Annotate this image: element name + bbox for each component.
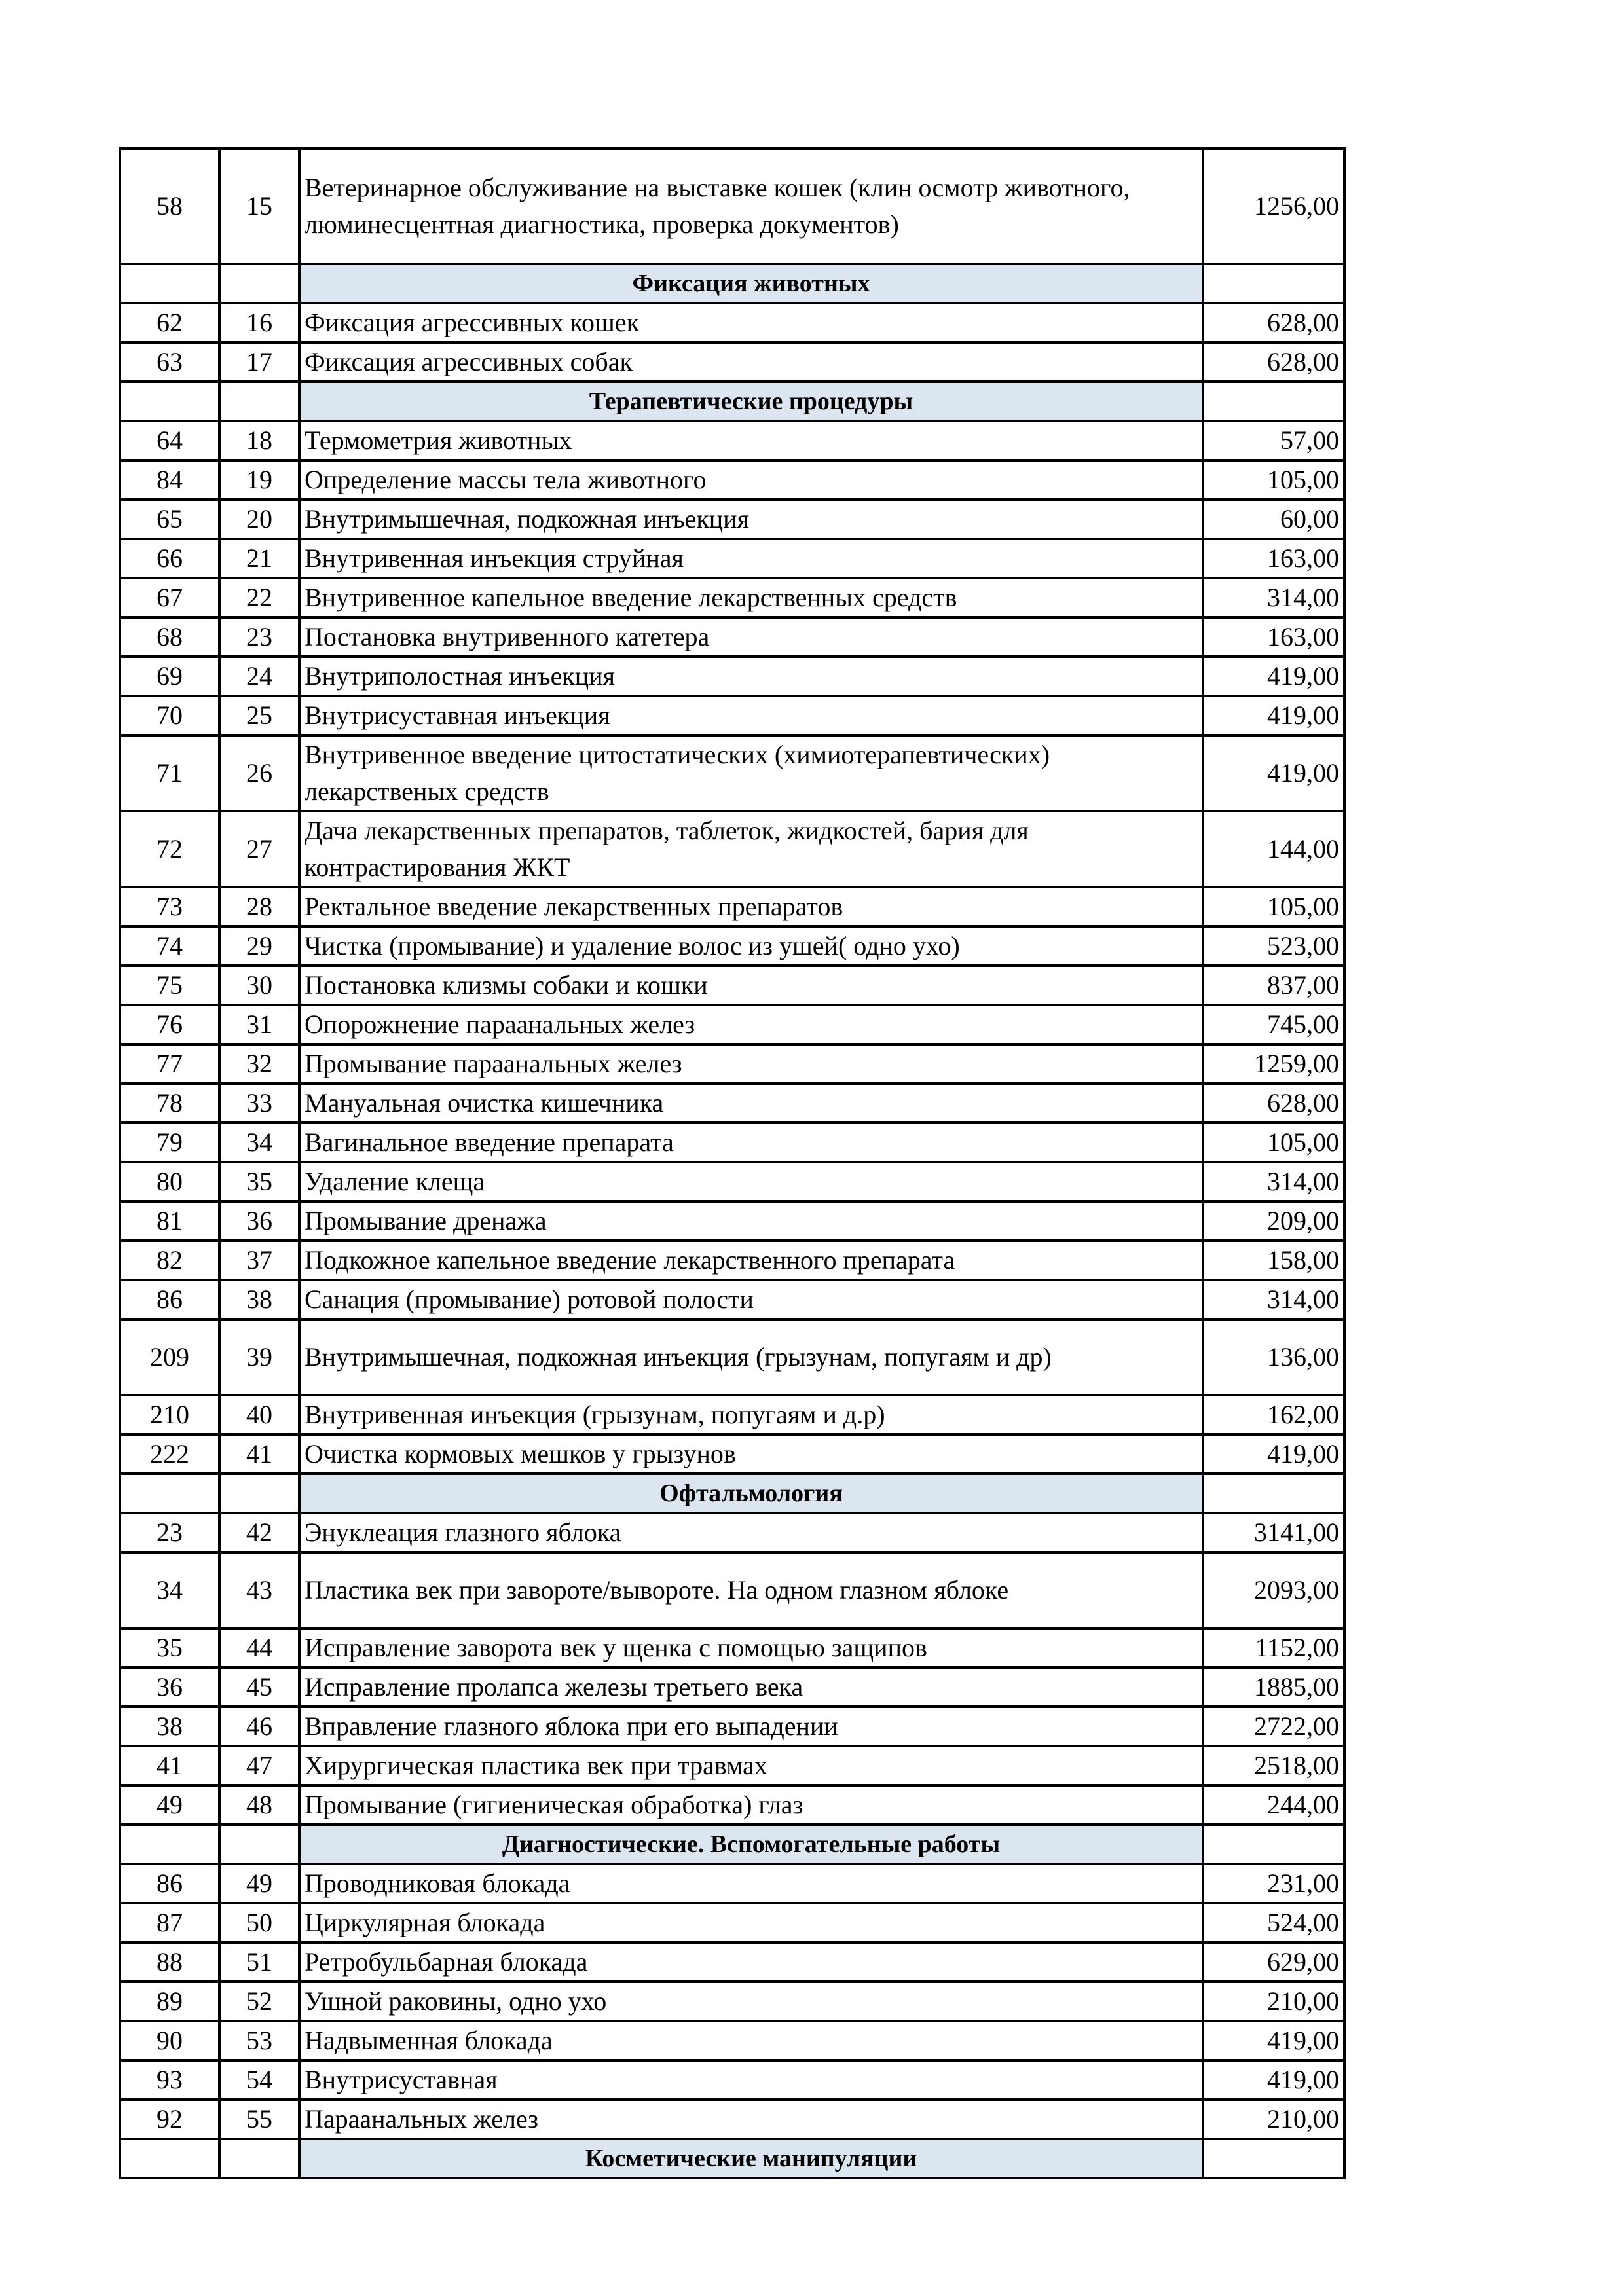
table-row xyxy=(120,421,1344,460)
service-description: Внутривенное введение цитостатических (химиотерапевтических) лекарственых средств xyxy=(299,735,1203,811)
table-row xyxy=(120,1942,1344,1982)
row-number: 37 xyxy=(219,1241,299,1280)
service-price: 314,00 xyxy=(1203,1162,1344,1201)
service-description: Удаление клеща xyxy=(299,1162,1203,1201)
number-cell xyxy=(219,1825,299,1864)
code-cell xyxy=(120,1474,219,1513)
service-code: 63 xyxy=(120,342,219,382)
row-number: 51 xyxy=(219,1942,299,1982)
row-number: 48 xyxy=(219,1785,299,1825)
service-code: 80 xyxy=(120,1162,219,1201)
service-description: Параанальных желез xyxy=(299,2100,1203,2139)
price-list-page xyxy=(119,147,1346,2179)
table-row xyxy=(120,735,1344,811)
service-code: 64 xyxy=(120,421,219,460)
service-code: 68 xyxy=(120,617,219,657)
service-price: 629,00 xyxy=(1203,1942,1344,1982)
service-code: 210 xyxy=(120,1395,219,1434)
service-description: Ветеринарное обслуживание на выставке кошек (клин осмотр животного, люминесцентная диагностика, проверка документов) xyxy=(299,149,1203,264)
service-price: 162,00 xyxy=(1203,1395,1344,1434)
code-cell xyxy=(120,264,219,303)
table-row xyxy=(120,1319,1344,1395)
service-price: 2722,00 xyxy=(1203,1707,1344,1746)
service-code: 74 xyxy=(120,926,219,966)
service-description: Пластика век при завороте/вывороте. На одном глазном яблоке xyxy=(299,1552,1203,1628)
service-price: 2518,00 xyxy=(1203,1746,1344,1785)
service-price: 837,00 xyxy=(1203,966,1344,1005)
service-price: 523,00 xyxy=(1203,926,1344,966)
row-number: 42 xyxy=(219,1513,299,1552)
service-price: 1152,00 xyxy=(1203,1628,1344,1667)
service-description: Исправление пролапса железы третьего века xyxy=(299,1667,1203,1707)
table-row xyxy=(120,342,1344,382)
table-row xyxy=(120,1628,1344,1667)
service-code: 75 xyxy=(120,966,219,1005)
table-row xyxy=(120,1044,1344,1084)
service-description: Промывание (гигиеническая обработка) глаз xyxy=(299,1785,1203,1825)
service-description: Промывание дренажа xyxy=(299,1201,1203,1241)
table-row xyxy=(120,617,1344,657)
row-number: 20 xyxy=(219,500,299,539)
service-description: Термометрия животных xyxy=(299,421,1203,460)
table-row xyxy=(120,696,1344,735)
table-row xyxy=(120,1201,1344,1241)
service-price: 144,00 xyxy=(1203,811,1344,887)
service-description: Внутрисуставная xyxy=(299,2060,1203,2100)
section-header-row xyxy=(120,1825,1344,1864)
service-price: 57,00 xyxy=(1203,421,1344,460)
service-code: 86 xyxy=(120,1280,219,1319)
section-header-row xyxy=(120,2139,1344,2178)
service-description: Определение массы тела животного xyxy=(299,460,1203,500)
service-price: 419,00 xyxy=(1203,657,1344,696)
table-row xyxy=(120,1864,1344,1903)
row-number: 24 xyxy=(219,657,299,696)
service-code: 35 xyxy=(120,1628,219,1667)
table-row xyxy=(120,811,1344,887)
row-number: 31 xyxy=(219,1005,299,1044)
price-cell xyxy=(1203,1825,1344,1864)
service-price: 419,00 xyxy=(1203,1434,1344,1474)
table-row xyxy=(120,1434,1344,1474)
table-row xyxy=(120,1005,1344,1044)
table-row xyxy=(120,1395,1344,1434)
code-cell xyxy=(120,2139,219,2178)
service-description: Фиксация агрессивных кошек xyxy=(299,303,1203,342)
service-description: Опорожнение параанальных желез xyxy=(299,1005,1203,1044)
service-code: 76 xyxy=(120,1005,219,1044)
table-row xyxy=(120,1241,1344,1280)
row-number: 19 xyxy=(219,460,299,500)
table-row xyxy=(120,1746,1344,1785)
row-number: 54 xyxy=(219,2060,299,2100)
table-row xyxy=(120,578,1344,617)
service-code: 34 xyxy=(120,1552,219,1628)
service-code: 71 xyxy=(120,735,219,811)
section-title: Косметические манипуляции xyxy=(299,2139,1203,2178)
number-cell xyxy=(219,1474,299,1513)
service-code: 90 xyxy=(120,2021,219,2060)
service-code: 84 xyxy=(120,460,219,500)
service-price: 314,00 xyxy=(1203,1280,1344,1319)
service-code: 78 xyxy=(120,1084,219,1123)
service-price: 163,00 xyxy=(1203,617,1344,657)
section-title: Терапевтические процедуры xyxy=(299,382,1203,421)
row-number: 49 xyxy=(219,1864,299,1903)
service-code: 36 xyxy=(120,1667,219,1707)
price-cell xyxy=(1203,264,1344,303)
service-price: 210,00 xyxy=(1203,1982,1344,2021)
table-row xyxy=(120,1903,1344,1942)
service-price: 158,00 xyxy=(1203,1241,1344,1280)
row-number: 28 xyxy=(219,887,299,926)
table-row xyxy=(120,1785,1344,1825)
service-code: 77 xyxy=(120,1044,219,1084)
row-number: 53 xyxy=(219,2021,299,2060)
code-cell xyxy=(120,1825,219,1864)
service-code: 38 xyxy=(120,1707,219,1746)
service-price: 1256,00 xyxy=(1203,149,1344,264)
service-price: 105,00 xyxy=(1203,460,1344,500)
service-code: 79 xyxy=(120,1123,219,1162)
price-cell xyxy=(1203,2139,1344,2178)
table-row xyxy=(120,1162,1344,1201)
service-price: 105,00 xyxy=(1203,887,1344,926)
service-price: 136,00 xyxy=(1203,1319,1344,1395)
table-row xyxy=(120,1513,1344,1552)
table-row xyxy=(120,1280,1344,1319)
service-code: 23 xyxy=(120,1513,219,1552)
number-cell xyxy=(219,2139,299,2178)
service-description: Ректальное введение лекарственных препаратов xyxy=(299,887,1203,926)
service-price: 210,00 xyxy=(1203,2100,1344,2139)
row-number: 43 xyxy=(219,1552,299,1628)
service-price: 244,00 xyxy=(1203,1785,1344,1825)
row-number: 25 xyxy=(219,696,299,735)
price-cell xyxy=(1203,382,1344,421)
table-row xyxy=(120,926,1344,966)
service-price: 419,00 xyxy=(1203,735,1344,811)
price-cell xyxy=(1203,1474,1344,1513)
service-price: 419,00 xyxy=(1203,696,1344,735)
service-code: 67 xyxy=(120,578,219,617)
section-title: Фиксация животных xyxy=(299,264,1203,303)
row-number: 45 xyxy=(219,1667,299,1707)
service-description: Внутрисуставная инъекция xyxy=(299,696,1203,735)
service-code: 73 xyxy=(120,887,219,926)
service-description: Вправление глазного яблока при его выпадении xyxy=(299,1707,1203,1746)
service-price: 419,00 xyxy=(1203,2060,1344,2100)
service-description: Постановка внутривенного катетера xyxy=(299,617,1203,657)
service-description: Санация (промывание) ротовой полости xyxy=(299,1280,1203,1319)
service-description: Внутримышечная, подкожная инъекция (грызунам, попугаям и др) xyxy=(299,1319,1203,1395)
row-number: 33 xyxy=(219,1084,299,1123)
service-description: Внутримышечная, подкожная инъекция xyxy=(299,500,1203,539)
service-price: 60,00 xyxy=(1203,500,1344,539)
table-row xyxy=(120,966,1344,1005)
table-row xyxy=(120,2100,1344,2139)
service-code: 92 xyxy=(120,2100,219,2139)
table-row xyxy=(120,1982,1344,2021)
row-number: 52 xyxy=(219,1982,299,2021)
service-code: 93 xyxy=(120,2060,219,2100)
service-code: 66 xyxy=(120,539,219,578)
service-price: 3141,00 xyxy=(1203,1513,1344,1552)
row-number: 55 xyxy=(219,2100,299,2139)
service-description: Постановка клизмы собаки и кошки xyxy=(299,966,1203,1005)
service-price: 105,00 xyxy=(1203,1123,1344,1162)
service-code: 69 xyxy=(120,657,219,696)
section-header-row xyxy=(120,264,1344,303)
service-description: Внутривенная инъекция струйная xyxy=(299,539,1203,578)
service-description: Подкожное капельное введение лекарственного препарата xyxy=(299,1241,1203,1280)
service-description: Вагинальное введение препарата xyxy=(299,1123,1203,1162)
price-table-body xyxy=(120,149,1344,2178)
service-description: Дача лекарственных препаратов, таблеток, жидкостей, бария для контрастирования ЖКТ xyxy=(299,811,1203,887)
code-cell xyxy=(120,382,219,421)
service-description: Исправление заворота век у щенка с помощью защипов xyxy=(299,1628,1203,1667)
row-number: 16 xyxy=(219,303,299,342)
row-number: 35 xyxy=(219,1162,299,1201)
row-number: 29 xyxy=(219,926,299,966)
table-row xyxy=(120,149,1344,264)
row-number: 38 xyxy=(219,1280,299,1319)
section-header-row xyxy=(120,382,1344,421)
row-number: 27 xyxy=(219,811,299,887)
number-cell xyxy=(219,382,299,421)
service-description: Мануальная очистка кишечника xyxy=(299,1084,1203,1123)
row-number: 18 xyxy=(219,421,299,460)
service-price: 524,00 xyxy=(1203,1903,1344,1942)
row-number: 26 xyxy=(219,735,299,811)
service-price: 231,00 xyxy=(1203,1864,1344,1903)
service-code: 49 xyxy=(120,1785,219,1825)
service-description: Ретробульбарная блокада xyxy=(299,1942,1203,1982)
service-description: Чистка (промывание) и удаление волос из ушей( одно ухо) xyxy=(299,926,1203,966)
service-description: Очистка кормовых мешков у грызунов xyxy=(299,1434,1203,1474)
row-number: 47 xyxy=(219,1746,299,1785)
row-number: 32 xyxy=(219,1044,299,1084)
service-price: 628,00 xyxy=(1203,1084,1344,1123)
service-price: 314,00 xyxy=(1203,578,1344,617)
service-code: 62 xyxy=(120,303,219,342)
section-header-row xyxy=(120,1474,1344,1513)
service-description: Проводниковая блокада xyxy=(299,1864,1203,1903)
row-number: 17 xyxy=(219,342,299,382)
service-price: 2093,00 xyxy=(1203,1552,1344,1628)
row-number: 41 xyxy=(219,1434,299,1474)
row-number: 23 xyxy=(219,617,299,657)
table-row xyxy=(120,2060,1344,2100)
service-code: 72 xyxy=(120,811,219,887)
service-code: 88 xyxy=(120,1942,219,1982)
number-cell xyxy=(219,264,299,303)
service-price: 1259,00 xyxy=(1203,1044,1344,1084)
service-code: 81 xyxy=(120,1201,219,1241)
table-row xyxy=(120,1667,1344,1707)
service-description: Циркулярная блокада xyxy=(299,1903,1203,1942)
table-row xyxy=(120,887,1344,926)
table-row xyxy=(120,303,1344,342)
row-number: 46 xyxy=(219,1707,299,1746)
service-code: 41 xyxy=(120,1746,219,1785)
row-number: 36 xyxy=(219,1201,299,1241)
table-row xyxy=(120,500,1344,539)
service-price: 628,00 xyxy=(1203,303,1344,342)
table-row xyxy=(120,1084,1344,1123)
row-number: 39 xyxy=(219,1319,299,1395)
row-number: 30 xyxy=(219,966,299,1005)
row-number: 21 xyxy=(219,539,299,578)
row-number: 40 xyxy=(219,1395,299,1434)
row-number: 22 xyxy=(219,578,299,617)
row-number: 50 xyxy=(219,1903,299,1942)
row-number: 44 xyxy=(219,1628,299,1667)
service-price: 745,00 xyxy=(1203,1005,1344,1044)
service-code: 209 xyxy=(120,1319,219,1395)
table-row xyxy=(120,1123,1344,1162)
service-code: 222 xyxy=(120,1434,219,1474)
service-description: Промывание параанальных желез xyxy=(299,1044,1203,1084)
service-description: Энуклеация глазного яблока xyxy=(299,1513,1203,1552)
table-row xyxy=(120,1552,1344,1628)
table-row xyxy=(120,1707,1344,1746)
service-description: Внутривенная инъекция (грызунам, попугаям и д.р) xyxy=(299,1395,1203,1434)
section-title: Офтальмология xyxy=(299,1474,1203,1513)
section-title: Диагностические. Вспомогательные работы xyxy=(299,1825,1203,1864)
service-description: Ушной раковины, одно ухо xyxy=(299,1982,1203,2021)
table-row xyxy=(120,460,1344,500)
row-number: 15 xyxy=(219,149,299,264)
service-price: 163,00 xyxy=(1203,539,1344,578)
service-code: 58 xyxy=(120,149,219,264)
row-number: 34 xyxy=(219,1123,299,1162)
service-code: 70 xyxy=(120,696,219,735)
service-description: Внутриполостная инъекция xyxy=(299,657,1203,696)
table-row xyxy=(120,657,1344,696)
table-row xyxy=(120,539,1344,578)
service-price: 209,00 xyxy=(1203,1201,1344,1241)
service-description: Фиксация агрессивных собак xyxy=(299,342,1203,382)
service-price: 628,00 xyxy=(1203,342,1344,382)
service-code: 82 xyxy=(120,1241,219,1280)
price-table xyxy=(119,147,1346,2179)
service-price: 419,00 xyxy=(1203,2021,1344,2060)
service-code: 65 xyxy=(120,500,219,539)
table-row xyxy=(120,2021,1344,2060)
service-code: 87 xyxy=(120,1903,219,1942)
service-code: 86 xyxy=(120,1864,219,1903)
service-description: Хирургическая пластика век при травмах xyxy=(299,1746,1203,1785)
service-code: 89 xyxy=(120,1982,219,2021)
service-description: Надвыменная блокада xyxy=(299,2021,1203,2060)
service-price: 1885,00 xyxy=(1203,1667,1344,1707)
service-description: Внутривенное капельное введение лекарственных средств xyxy=(299,578,1203,617)
